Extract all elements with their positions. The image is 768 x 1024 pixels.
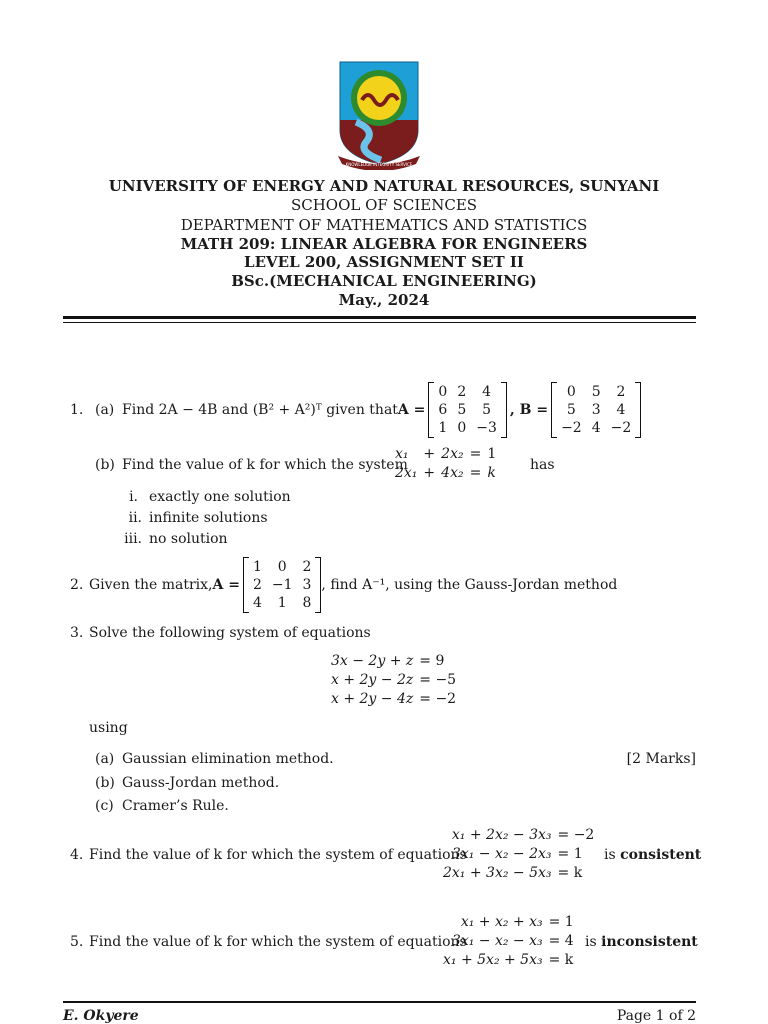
cell: −2 (610, 420, 632, 436)
rhs: = k (557, 865, 583, 881)
matrix-a-cells (434, 382, 500, 438)
lhs: x₁ + 5x₂ + 5x₃ (443, 952, 543, 968)
cell: 6 (438, 402, 448, 418)
q5-inconsistent: inconsistent (601, 934, 698, 950)
page-number: Page 1 of 2 (616, 1008, 696, 1024)
lhs: 3x₁ − x₂ − x₃ (451, 933, 543, 949)
lhs: x₁ + x₂ + x₃ (460, 914, 543, 930)
matrix-a (428, 382, 506, 438)
cell: −3 (476, 420, 497, 436)
date: May., 2024 (338, 291, 430, 309)
cell: 2 (302, 559, 312, 575)
q3-number: 3. (70, 625, 84, 641)
header-rule-thick (63, 316, 696, 319)
term: 4x₂ (441, 465, 464, 481)
lhs: x + 2y − 2z (331, 672, 414, 688)
matrix-b-label: , B = (509, 402, 549, 418)
op: = (469, 446, 482, 462)
cell: 0 (566, 384, 576, 400)
university-logo (336, 60, 422, 170)
cell: 0 (438, 384, 448, 400)
rhs: = −2 (419, 691, 457, 707)
q3-using: using (89, 720, 128, 736)
term: 1 (487, 446, 497, 462)
q1b-item-number: iii. (124, 531, 142, 547)
q1b-item-text: exactly one solution (149, 489, 291, 505)
q4-is: is (604, 847, 616, 863)
q2-text-post: , find A⁻¹, using the Gauss-Jordan method (321, 577, 618, 593)
rhs: = 1 (557, 846, 583, 862)
q4-consistent: consistent (620, 847, 702, 863)
op: = (469, 465, 482, 481)
q1b-item-number: i. (129, 489, 138, 505)
rhs: = k (548, 952, 574, 968)
svg-text:KNOWLEDGE INTEGRITY SERVICE: KNOWLEDGE INTEGRITY SERVICE (345, 162, 413, 167)
lhs: x + 2y − 4z (331, 691, 414, 707)
course-title: MATH 209: LINEAR ALGEBRA FOR ENGINEERS (180, 235, 588, 253)
q1b-item-number: ii. (128, 510, 142, 526)
q3b-text: Gauss-Jordan method. (122, 775, 280, 791)
q4-system (440, 826, 597, 883)
cell: 1 (438, 420, 448, 436)
q3-marks: [2 Marks] (626, 751, 696, 767)
cell: 8 (302, 595, 312, 611)
term: 2x₂ (441, 446, 464, 462)
cell: −1 (271, 577, 293, 593)
q1a-label: (a) (95, 402, 115, 418)
cell: 2 (252, 577, 262, 593)
lhs: x₁ + 2x₂ − 3x₃ (451, 827, 552, 843)
department-name: DEPARTMENT OF MATHEMATICS AND STATISTICS (180, 216, 588, 234)
matrix-a-label: A = (397, 402, 426, 418)
q1b-item-text: infinite solutions (149, 510, 268, 526)
q5-system (440, 913, 577, 970)
cell: 0 (277, 559, 287, 575)
assignment-level: LEVEL 200, ASSIGNMENT SET II (244, 253, 524, 271)
q5-is: is (585, 934, 597, 950)
rhs: = −5 (419, 672, 457, 688)
op: + (423, 465, 436, 481)
rhs: = −2 (557, 827, 595, 843)
rhs: = 1 (548, 914, 574, 930)
cell: 1 (252, 559, 262, 575)
cell: 3 (591, 402, 601, 418)
rhs: = 9 (419, 653, 445, 669)
q1-number: 1. (70, 402, 84, 418)
q1b-label: (b) (95, 457, 115, 473)
q3-system (328, 652, 459, 709)
q4-condition (604, 847, 701, 863)
rhs: = 4 (548, 933, 574, 949)
q4-text: Find the value of k for which the system of equations (89, 847, 467, 863)
q3b-label: (b) (95, 775, 115, 791)
q1b-system (392, 445, 499, 483)
q2-matrix-label: A = (212, 577, 240, 593)
term: 2x₁ (395, 465, 418, 481)
cell: 2 (457, 384, 467, 400)
q5-number: 5. (70, 934, 84, 950)
cell: 1 (277, 595, 287, 611)
lhs: 2x₁ + 3x₂ − 5x₃ (443, 865, 552, 881)
q3-text: Solve the following system of equations (89, 625, 371, 641)
school-name: SCHOOL OF SCIENCES (290, 196, 478, 214)
q3a-label: (a) (95, 751, 115, 767)
matrix-b (551, 382, 641, 438)
cell: 5 (591, 384, 601, 400)
q2-matrix-cells (249, 557, 315, 613)
cell: 3 (302, 577, 312, 593)
lhs: 3x₁ − x₂ − 2x₃ (451, 846, 552, 862)
author: E. Okyere (63, 1008, 139, 1024)
cell: 4 (482, 384, 492, 400)
term: x₁ (395, 446, 409, 462)
q1b-item-text: no solution (149, 531, 228, 547)
q1a-line (122, 380, 641, 440)
header-rule-thin (63, 322, 696, 323)
q3c-text: Cramer’s Rule. (122, 798, 229, 814)
cell: −2 (561, 420, 582, 436)
matrix-b-cells (557, 382, 635, 438)
cell: 2 (616, 384, 626, 400)
footer-rule (63, 1001, 696, 1003)
q2-number: 2. (70, 577, 84, 593)
university-name: UNIVERSITY OF ENERGY AND NATURAL RESOURCES, SUNYANI (108, 177, 660, 195)
q1b-has: has (530, 457, 555, 473)
programme: BSc.(MECHANICAL ENGINEERING) (231, 272, 537, 290)
q3a-text: Gaussian elimination method. (122, 751, 334, 767)
cell: 5 (482, 402, 492, 418)
q4-number: 4. (70, 847, 84, 863)
op: + (423, 446, 436, 462)
cell: 5 (457, 402, 467, 418)
q3c-label: (c) (95, 798, 114, 814)
cell: 5 (566, 402, 576, 418)
cell: 4 (616, 402, 626, 418)
q2-text: Given the matrix, (89, 577, 213, 593)
term: k (487, 465, 496, 481)
q1b-text: Find the value of k for which the system (122, 457, 408, 473)
cell: 4 (591, 420, 601, 436)
lhs: 3x − 2y + z (331, 653, 414, 669)
q2-line (89, 555, 617, 615)
q1a-text: Find 2A − 4B and (B² + A²)ᵀ given that (122, 402, 398, 418)
q5-condition (585, 934, 698, 950)
cell: 4 (252, 595, 262, 611)
q2-matrix (243, 557, 321, 613)
q5-text: Find the value of k for which the system of equations (89, 934, 467, 950)
cell: 0 (457, 420, 467, 436)
